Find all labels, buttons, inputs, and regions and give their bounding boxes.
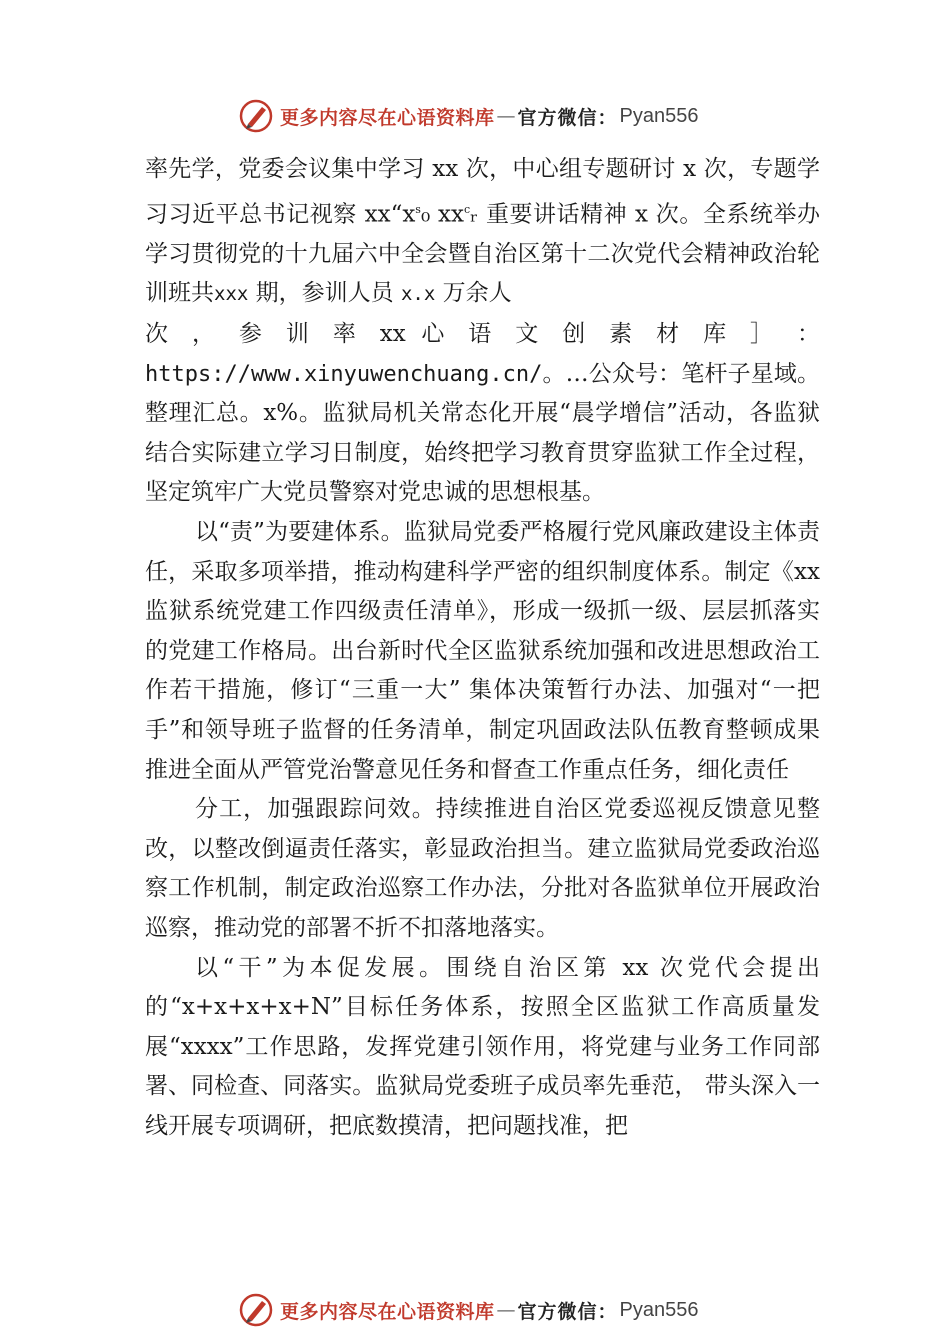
paragraph-1 (145, 150, 820, 513)
footer-wechat-id: Pyan556 (619, 1298, 699, 1321)
p1-part1: 率先学，党委会议集中学习 xx 次，中心组专题研讨 x 次，专题学习习近平总书记视察 xx“x (145, 156, 820, 228)
p1-url: https://www.xinyuwenchuang.cn/ (145, 361, 543, 387)
p1-spaced-line: 次 ， 参 训 率 xx 心 语 文 创 素 材 库 ］ ： (145, 321, 820, 348)
p1-sup2: c (463, 202, 471, 216)
paragraph-3: 分工，加强跟踪问效。持续推进自治区党委巡视反馈意见整改，以整改倒逼责任落实，彰显政治担当。建立监狱局党委政治巡察工作机制，制定政治巡察工作办法，分批对各监狱单位开展政治巡察，推动党的部署不折不扣落地落实。 (145, 796, 820, 941)
paragraph-2: 以“责”为要建体系。监狱局党委严格履行党风廉政建设主体责任，采取多项举措，推动构建科学严密的组织制度体系。制定《xx 监狱系统党建工作四级责任清单》，形成一级抓一级、层层抓落实的党建工作格局。出台新时代全区监狱系统加强和改进思想政治工作若干措施，修订“三重一大” 集体决策暂行办法、加强对“一把手”和领导班子监督的任务清单，制定巩固政法队伍教育整顿成果推进全面从严管党治警意见任务和督查工作重点任务，细化责任 (145, 519, 820, 783)
p1-sup1: s (415, 202, 421, 216)
header-dash: — (496, 105, 516, 127)
p1-count: xxx (214, 283, 249, 306)
footer-dash: — (496, 1299, 516, 1321)
header-wechat-label: 官方微信： (517, 106, 618, 129)
header-wechat-id: Pyan556 (619, 104, 699, 127)
pen-logo-icon (238, 98, 274, 134)
header-brand: 更多内容尽在心语资料库 (280, 106, 495, 129)
p1-part5: 万余人 (442, 280, 512, 307)
footer-banner (238, 1290, 699, 1330)
footer-wechat-label: 官方微信： (517, 1300, 618, 1323)
p1-part4: 期，参训人员 (255, 280, 394, 307)
document-body (145, 150, 820, 1147)
p1-part6: 。…公众号：笔杆子星域。整理汇总。x%。监狱局机关常态化开展“晨学增信”活动，各监狱结合实际建立学习日制度，始终把学习教育贯穿监狱工作全过程，坚定筑牢广大党员警察对党忠诚的思想根基。 (145, 360, 820, 506)
pen-logo-icon (238, 1292, 274, 1328)
footer-brand: 更多内容尽在心语资料库 (280, 1300, 495, 1323)
paragraph-4: 以“干”为本促发展。围绕自治区第 xx 次党代会提出的“x+x+x+x+N”目标任务体系，按照全区监狱工作高质量发展“xxxx”工作思路，发挥党建引领作用，将党建与业务工作同部署、同检查、同落实。监狱局党委班子成员率先垂范， 带头深入一线开展专项调研，把底数摸清，把问题找准，把 (145, 954, 820, 1139)
header-banner (238, 96, 699, 136)
p1-part3: ᵣ 重要讲话精神 x 次。全系统举办学习贯彻党的十九届六中全会暨自治区第十二次党代会精神政治轮训班共 (145, 201, 820, 307)
p1-people: x.x (400, 283, 436, 306)
p1-part2: ₀ xx (420, 201, 464, 228)
